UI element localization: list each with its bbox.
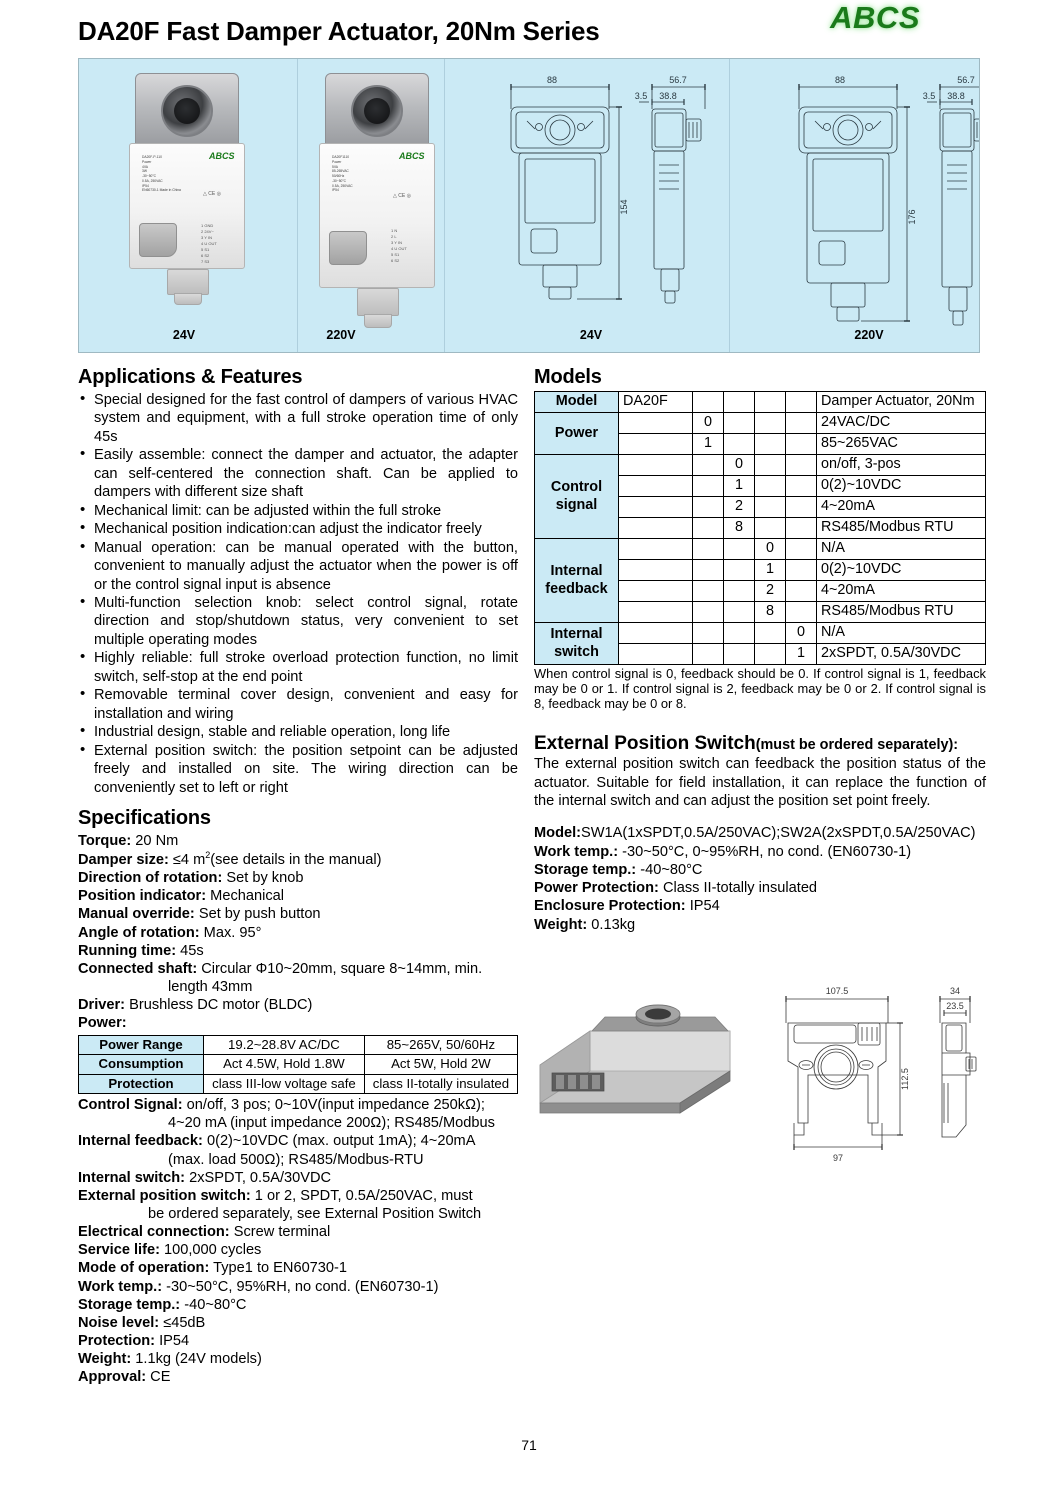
spec-shaft-value: Circular Φ10~20mm, square 8~14mm, min.	[201, 960, 483, 977]
table-row	[79, 1074, 518, 1094]
power-cell-24v: 19.2~28.8V AC/DC	[204, 1035, 365, 1055]
models-model-code	[619, 560, 693, 581]
spec-storage-temp-value: -40~80°C	[184, 1296, 247, 1313]
eps-storage-temp	[534, 861, 986, 879]
table-row	[79, 1035, 518, 1055]
dim-switch-front-height: 112.5	[900, 1068, 910, 1090]
models-table	[534, 391, 986, 665]
power-table	[78, 1035, 518, 1095]
voltage-label-row	[79, 328, 979, 346]
models-digit1	[693, 623, 724, 644]
page-title: DA20F Fast Damper Actuator, 20Nm Series	[78, 16, 600, 46]
specifications-heading: Specifications	[78, 806, 211, 829]
models-digit4	[786, 455, 817, 476]
models-description: 85~265VAC	[817, 434, 986, 455]
models-description: N/A	[817, 539, 986, 560]
spec-noise-label: Noise level:	[78, 1314, 160, 1331]
product-photo-24v: DA20F-P-110 Power 4VA 3W -30~50°C 0.5A, 250VAC IP54 EN60730-1 Made in China ABCS △ CE ◎ 1 GND 2 24V~ 3 Y IN 4 U OUT 5 S1 6 S2 7 S3	[117, 73, 257, 323]
page-header	[78, 0, 980, 58]
models-digit4	[786, 602, 817, 623]
models-digit2: 1	[724, 476, 755, 497]
models-description: 4~20mA	[817, 581, 986, 602]
power-cell-220v: Act 5W, Hold 2W	[364, 1055, 517, 1075]
models-model-code	[619, 455, 693, 476]
spec-driver	[78, 996, 518, 1014]
table-row	[535, 413, 986, 434]
applications-list	[78, 391, 518, 797]
power-cell-24v: class III-low voltage safe	[204, 1074, 365, 1094]
switch-3d-render	[530, 987, 750, 1122]
models-model-code	[619, 497, 693, 518]
switch-technical-drawing	[770, 975, 1010, 1170]
models-description: 0(2)~10VDC	[817, 560, 986, 581]
spec-mode	[78, 1259, 518, 1277]
spec-position-indicator-value: Mechanical	[210, 888, 284, 905]
models-digit2	[724, 413, 755, 434]
dim-220v-side-b: 38.8	[947, 91, 965, 101]
eps-storage-temp-value: -40~80°C	[640, 861, 703, 878]
models-category-internal-feedback: Internal feedback	[535, 539, 619, 623]
dim-switch-side-inner: 23.5	[946, 1001, 964, 1011]
eps-enclosure-value: IP54	[689, 898, 720, 915]
models-digit4	[786, 476, 817, 497]
spec-manual-override	[78, 905, 518, 923]
models-digit1: 0	[693, 413, 724, 434]
product-label-plate: DA20F-P-110 Power 4VA 3W -30~50°C 0.5A, 250VAC IP54 EN60730-1 Made in China	[142, 155, 181, 193]
models-digit1	[693, 392, 724, 413]
models-digit2: 2	[724, 497, 755, 518]
spec-position-indicator-label: Position indicator:	[78, 888, 207, 905]
models-digit2	[724, 623, 755, 644]
spec-manual-override-value: Set by push button	[198, 906, 321, 923]
spec-shaft-cont: length 43mm	[168, 979, 253, 996]
spec-weight-value: 1.1kg (24V models)	[135, 1351, 262, 1368]
spec-internal-feedback-value: 0(2)~10VDC (max. output 1mA); 4~20mA	[206, 1133, 476, 1150]
spec-damper-size-tail: (see details in the manual)	[210, 851, 382, 868]
spec-ext-switch-label: External position switch:	[78, 1187, 251, 1204]
dim-220v-width: 88	[834, 75, 846, 85]
dim-switch-bottom: 97	[832, 1153, 844, 1163]
models-note: When control signal is 0, feedback should be 0. If control signal is 1, feedback may be 0 or 1. If control signal is 2, feedback may be 0 or 2. If control signal is 8, feedback may be 0 or 8.	[534, 666, 986, 712]
table-row	[535, 455, 986, 476]
spec-angle-label: Angle of rotation:	[78, 924, 200, 941]
spec-angle	[78, 924, 518, 942]
list-item: • Easily assemble: connect the damper and actuator, the adapter can self-centered the connection shaft. Can be applied to dampers with different size shaft	[78, 446, 518, 501]
spec-power-label: Power:	[78, 1015, 127, 1032]
models-digit1	[693, 602, 724, 623]
spec-work-temp-value: -30~50°C, 95%RH, no cond. (EN60730-1)	[166, 1278, 439, 1295]
spec-weight	[78, 1350, 518, 1368]
models-digit4	[786, 518, 817, 539]
models-digit4	[786, 560, 817, 581]
models-model-code	[619, 644, 693, 665]
models-digit1	[693, 539, 724, 560]
spec-driver-label: Driver:	[78, 997, 126, 1014]
power-row-header: Protection	[79, 1074, 204, 1094]
dim-24v-height: 154	[619, 199, 629, 215]
eps-work-temp	[534, 843, 986, 861]
spec-storage-temp	[78, 1296, 518, 1314]
spec-internal-switch-value: 2xSPDT, 0.5A/30VDC	[189, 1169, 332, 1186]
spec-running-time-value: 45s	[180, 942, 204, 959]
models-digit4	[786, 497, 817, 518]
spec-running-time-label: Running time:	[78, 942, 177, 959]
spec-approval-label: Approval:	[78, 1369, 147, 1386]
spec-electrical-value: Screw terminal	[233, 1224, 331, 1241]
table-row	[535, 392, 986, 413]
eps-model-label: Model:	[534, 825, 582, 842]
power-row-header: Power Range	[79, 1035, 204, 1055]
brand-logo: ABCS	[830, 0, 920, 35]
models-digit2	[724, 581, 755, 602]
spec-internal-feedback	[78, 1132, 518, 1150]
dim-220v-height: 176	[907, 209, 917, 225]
spec-noise	[78, 1314, 518, 1332]
models-digit1	[693, 644, 724, 665]
models-description: 4~20mA	[817, 497, 986, 518]
spec-torque	[78, 832, 518, 850]
spec-internal-feedback-label: Internal feedback:	[78, 1133, 203, 1150]
spec-damper-size	[78, 850, 518, 869]
models-model-code	[619, 476, 693, 497]
voltage-label-2: 220V	[326, 328, 356, 342]
eps-storage-temp-label: Storage temp.:	[534, 861, 637, 878]
models-digit1	[693, 581, 724, 602]
models-digit3	[755, 455, 786, 476]
models-digit1	[693, 518, 724, 539]
models-digit3	[755, 644, 786, 665]
external-switch-body: The external position switch can feedback the position status of the actuator. Suitable for field installation, it can replace the function of the internal switch and can adjust the position set point freely.	[534, 756, 986, 810]
models-description: N/A	[817, 623, 986, 644]
models-description: 0(2)~10VDC	[817, 476, 986, 497]
eps-weight-label: Weight:	[534, 916, 588, 933]
list-item: • Mechanical position indication:can adjust the indicator freely	[78, 520, 518, 538]
page-number: 71	[521, 1437, 537, 1453]
spec-work-temp	[78, 1278, 518, 1296]
spec-electrical-label: Electrical connection:	[78, 1224, 230, 1241]
spec-control-signal-cont: 4~20 mA (input impedance 200Ω); RS485/Modbus	[168, 1115, 495, 1132]
models-digit1	[693, 497, 724, 518]
models-digit3: 2	[755, 581, 786, 602]
models-digit3	[755, 623, 786, 644]
list-item: • Mechanical limit: can be adjusted within the full stroke	[78, 502, 518, 520]
spec-internal-switch	[78, 1169, 518, 1187]
eps-enclosure	[534, 897, 986, 915]
models-category-model: Model	[535, 392, 619, 413]
dim-24v-side-total: 56.7	[669, 75, 687, 85]
eps-power-protection	[534, 879, 986, 897]
models-description: 2xSPDT, 0.5A/30VDC	[817, 644, 986, 665]
spec-shaft-label: Connected shaft:	[78, 960, 198, 977]
list-item: • Manual operation: can be manual operated with the button, convenient to manually adjust the actuator when the power is off or the control signal input is absence	[78, 539, 518, 594]
eps-power-protection-label: Power Protection:	[534, 880, 659, 897]
models-digit2	[724, 539, 755, 560]
models-model-code	[619, 581, 693, 602]
spec-control-signal-label: Control Signal:	[78, 1097, 183, 1114]
models-description: 24VAC/DC	[817, 413, 986, 434]
models-digit3	[755, 476, 786, 497]
spec-shaft	[78, 960, 518, 978]
table-row	[79, 1055, 518, 1075]
applications-heading: Applications & Features	[78, 366, 303, 388]
models-heading: Models	[534, 366, 602, 388]
list-item: • Industrial design, stable and reliable operation, long life	[78, 723, 518, 741]
external-switch-heading	[534, 733, 986, 755]
eps-model-value: SW1A(1xSPDT,0.5A/250VAC);SW2A(2xSPDT,0.5A/250VAC)	[581, 825, 976, 842]
models-category-internal-switch: Internal switch	[535, 623, 619, 665]
models-digit4: 0	[786, 623, 817, 644]
models-digit2	[724, 434, 755, 455]
voltage-label-3: 24V	[579, 328, 603, 342]
left-column	[78, 366, 518, 1387]
models-model-code	[619, 434, 693, 455]
models-description: RS485/Modbus RTU	[817, 518, 986, 539]
eps-weight-value: 0.13kg	[591, 916, 636, 933]
models-digit2	[724, 602, 755, 623]
spec-storage-temp-label: Storage temp.:	[78, 1296, 181, 1313]
dim-24v-side-a: 3.5	[634, 91, 648, 101]
spec-internal-switch-label: Internal switch:	[78, 1169, 186, 1186]
spec-electrical	[78, 1223, 518, 1241]
models-model-code	[619, 413, 693, 434]
models-digit2	[724, 644, 755, 665]
eps-work-temp-label: Work temp.:	[534, 843, 619, 860]
models-digit1	[693, 560, 724, 581]
product-image-band	[78, 58, 980, 353]
power-row-header: Consumption	[79, 1055, 204, 1075]
spec-ext-switch-value: 1 or 2, SPDT, 0.5A/250VAC, must	[254, 1187, 473, 1204]
spec-mode-value: Type1 to EN60730-1	[213, 1260, 348, 1277]
models-digit3	[755, 497, 786, 518]
spec-driver-value: Brushless DC motor (BLDC)	[129, 997, 313, 1014]
models-digit2: 8	[724, 518, 755, 539]
spec-protection-value: IP54	[159, 1333, 190, 1350]
product-label-plate-220: DA20F1110 Power 5VA 85-265VAC 50/60Hz -30~50°C 0.5A, 250VAC IP54	[332, 155, 353, 193]
spec-work-temp-label: Work temp.:	[78, 1278, 163, 1295]
list-item: • Multi-function selection knob: select control signal, rotate direction and stop/shutdown status, very convenient to set multiple operating modes	[78, 594, 518, 649]
models-digit4	[786, 392, 817, 413]
eps-model	[534, 824, 986, 842]
switch-drawing-zone	[500, 975, 1020, 1185]
dim-24v-width: 88	[546, 75, 558, 85]
spec-direction-value: Set by knob	[226, 870, 304, 887]
spec-direction-label: Direction of rotation:	[78, 870, 223, 887]
spec-protection-label: Protection:	[78, 1333, 156, 1350]
models-model-code	[619, 539, 693, 560]
models-model-code	[619, 623, 693, 644]
spec-noise-value: ≤45dB	[163, 1314, 206, 1331]
eps-power-protection-value: Class II-totally insulated	[662, 880, 818, 897]
models-digit4	[786, 434, 817, 455]
models-description: Damper Actuator, 20Nm	[817, 392, 986, 413]
spec-service-life-value: 100,000 cycles	[164, 1242, 262, 1259]
models-digit3	[755, 392, 786, 413]
external-switch-specs	[534, 824, 986, 933]
spec-service-life-label: Service life:	[78, 1242, 160, 1259]
spec-running-time	[78, 942, 518, 960]
power-cell-24v: Act 4.5W, Hold 1.8W	[204, 1055, 365, 1075]
models-model-code	[619, 518, 693, 539]
models-model-code	[619, 602, 693, 623]
models-digit3: 0	[755, 539, 786, 560]
power-cell-220v: class II-totally insulated	[364, 1074, 517, 1094]
models-digit3: 8	[755, 602, 786, 623]
spec-ext-switch	[78, 1187, 518, 1205]
models-description: on/off, 3-pos	[817, 455, 986, 476]
spec-damper-size-sup: 2	[205, 850, 211, 861]
product-photo-220v: DA20F1110 Power 5VA 85-265VAC 50/60Hz -30~50°C 0.5A, 250VAC IP54 ABCS △ CE ◎ 1 N 2 L 3 Y IN 4 U OUT 5 S1 6 S2	[307, 73, 447, 343]
eps-enclosure-label: Enclosure Protection:	[534, 898, 686, 915]
models-digit3	[755, 413, 786, 434]
power-cell-220v: 85~265V, 50/60Hz	[364, 1035, 517, 1055]
spec-weight-label: Weight:	[78, 1351, 132, 1368]
dim-switch-front-width: 107.5	[825, 986, 849, 996]
spec-torque-label: Torque:	[78, 832, 132, 849]
technical-drawing-24v	[469, 69, 727, 339]
voltage-label-1: 24V	[172, 328, 196, 342]
dim-220v-side-total: 56.7	[957, 75, 975, 85]
external-switch-heading-bold: External Position Switch	[534, 733, 756, 755]
models-digit3	[755, 434, 786, 455]
models-description: RS485/Modbus RTU	[817, 602, 986, 623]
eps-work-temp-value: -30~50°C, 0~95%RH, no cond. (EN60730-1)	[622, 843, 912, 860]
models-digit4	[786, 581, 817, 602]
spec-control-signal-value: on/off, 3 pos; 0~10V(input impedance 250kΩ);	[186, 1097, 485, 1114]
spec-position-indicator	[78, 887, 518, 905]
spec-internal-feedback-cont: (max. load 500Ω); RS485/Modbus-RTU	[168, 1151, 424, 1168]
list-item: • Highly reliable: full stroke overload protection function, no limit switch, self-stop at the end point	[78, 649, 518, 686]
list-item: • Special designed for the fast control of dampers of various HVAC system and equipment, with a full stroke operation time of only 45s	[78, 391, 518, 446]
technical-drawing-220v	[757, 69, 980, 353]
dim-switch-side-width: 34	[949, 986, 961, 996]
spec-damper-size-label: Damper size:	[78, 851, 169, 868]
spec-service-life	[78, 1241, 518, 1259]
models-digit1	[693, 476, 724, 497]
spec-control-signal	[78, 1096, 518, 1114]
models-model-code: DA20F	[619, 392, 693, 413]
models-digit1	[693, 455, 724, 476]
table-row	[535, 539, 986, 560]
models-digit2: 0	[724, 455, 755, 476]
dim-24v-side-b: 38.8	[659, 91, 677, 101]
models-digit4: 1	[786, 644, 817, 665]
list-item: • External position switch: the position setpoint can be adjusted freely and installed on site. The wiring direction can be conveniently set to left or right	[78, 742, 518, 797]
spec-direction	[78, 869, 518, 887]
spec-approval-value: CE	[150, 1369, 171, 1386]
models-digit1: 1	[693, 434, 724, 455]
right-column	[534, 366, 986, 1387]
models-digit3: 1	[755, 560, 786, 581]
spec-damper-size-value: ≤4 m	[172, 851, 206, 868]
spec-manual-override-label: Manual override:	[78, 906, 195, 923]
models-category-control-signal: Control signal	[535, 455, 619, 539]
models-digit2	[724, 560, 755, 581]
voltage-label-4: 220V	[854, 328, 884, 342]
models-category-power: Power	[535, 413, 619, 455]
spec-approval	[78, 1368, 518, 1386]
dim-220v-side-a: 3.5	[922, 91, 936, 101]
models-digit3	[755, 518, 786, 539]
spec-mode-label: Mode of operation:	[78, 1260, 210, 1277]
spec-torque-value: 20 Nm	[135, 832, 179, 849]
spec-angle-value: Max. 95°	[203, 924, 262, 941]
spec-protection	[78, 1332, 518, 1350]
external-switch-heading-small: (must be ordered separately):	[755, 737, 959, 754]
models-digit4	[786, 539, 817, 560]
list-item: • Removable terminal cover design, convenient and easy for installation and wiring	[78, 686, 518, 723]
models-digit4	[786, 413, 817, 434]
eps-weight	[534, 916, 986, 934]
models-digit2	[724, 392, 755, 413]
spec-ext-switch-cont: be ordered separately, see External Position Switch	[148, 1205, 482, 1222]
table-row	[535, 623, 986, 644]
